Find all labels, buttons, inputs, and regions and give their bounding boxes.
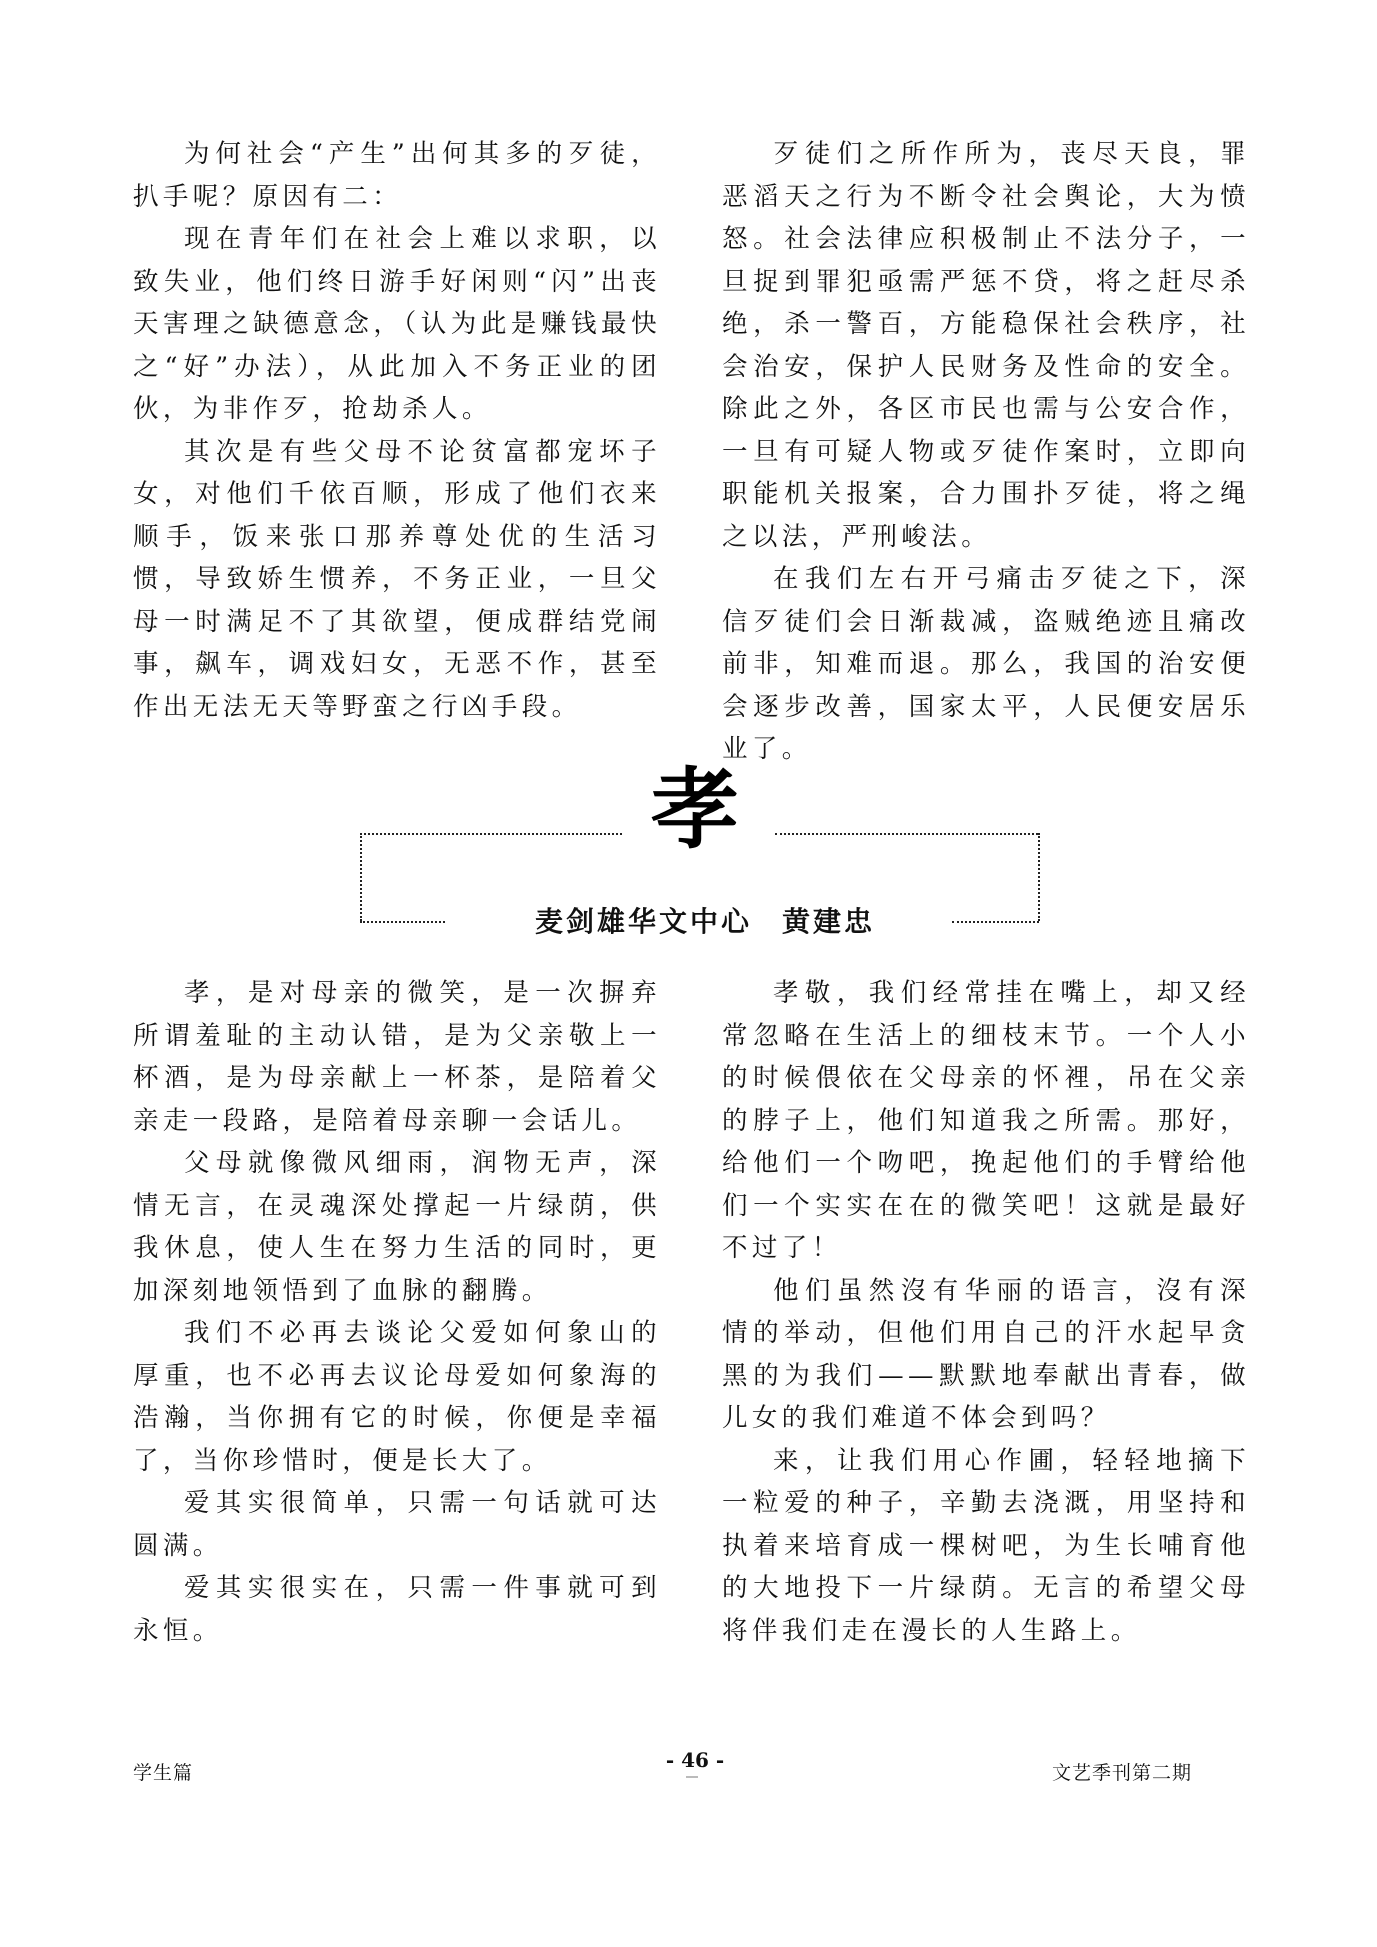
article2-left-column <box>133 972 661 1652</box>
paragraph: 爱其实很简单，只需一句话就可达圆满。 <box>133 1488 661 1561</box>
page-mark <box>686 1776 698 1778</box>
title-frame-left <box>360 833 362 921</box>
paragraph: 为何社会“产生”出何其多的歹徒，扒手呢？原因有二： <box>133 139 661 212</box>
paragraph: 现在青年们在社会上难以求职，以致失业，他们终日游手好闲则“闪”出丧天害理之缺德意念，（认为此是赚钱最快之“好”办法），从此加入不务正业的团伙，为非作歹，抢劫杀人。 <box>133 224 661 424</box>
paragraph: 歹徒们之所作所为，丧尽天良，罪恶滔天之行为不断令社会舆论，大为愤怒。社会法律应积极制止不法分子，一旦捉到罪犯亟需严惩不贷，将之赶尽杀绝，杀一警百，方能稳保社会秩序，社会治安，保护人民财务及性命的安全。除此之外，各区市民也需与公安合作，一旦有可疑人物或歹徒作案时，立即向职能机关报案，合力围扑歹徒，将之绳之以法，严刑峻法。 <box>722 139 1250 552</box>
paragraph: 来，让我们用心作圃，轻轻地摘下一粒爱的种子，辛勤去浇溉，用坚持和执着来培育成一棵树吧，为生长哺育他的大地投下一片绿荫。无言的希望父母将伴我们走在漫长的人生路上。 <box>722 1445 1250 1646</box>
paragraph: 我们不必再去谈论父爱如何象山的厚重，也不必再去议论母爱如何象海的浩瀚，当你拥有它的时候，你便是幸福了，当你珍惜时，便是长大了。 <box>133 1318 661 1476</box>
byline <box>470 900 940 940</box>
paragraph: 爱其实很实在，只需一件事就可到永恒。 <box>133 1573 661 1646</box>
title-frame-top-right <box>775 833 1038 835</box>
paragraph: 其次是有些父母不论贫富都宠坏子女，对他们千依百顺，形成了他们衣来顺手，饭来张口那养尊处优的生活习惯，导致娇生惯养，不务正业，一旦父母一时满足不了其欲望，便成群结党闹事，飙车，调戏妇女，无恶不作，甚至作出无法无天等野蛮之行凶手段。 <box>133 436 661 722</box>
title-frame-top-left <box>360 833 622 835</box>
article-title: 孝 <box>650 758 739 861</box>
author-organization: 麦剑雄华文中心 <box>534 905 752 938</box>
footer-publication: 文艺季刊第二期 <box>1052 1762 1193 1784</box>
paragraph: 在我们左右开弓痛击歹徒之下，深信歹徒们会日渐裁减，盗贼绝迹且痛改前非，知难而退。那么，我国的治安便会逐步改善，国家太平，人民便安居乐业了。 <box>722 564 1250 764</box>
article2-right-column <box>722 972 1250 1652</box>
article1-left-column <box>133 133 661 728</box>
article1-right-column <box>722 133 1250 771</box>
paragraph: 孝敬，我们经常挂在嘴上，却又经常忽略在生活上的细枝末节。一个人小的时候偎依在父母亲的怀裡，吊在父亲的脖子上，他们知道我之所需。那好，给他们一个吻吧，挽起他们的手臂给他们一个实实在在的微笑吧！这就是最好不过了！ <box>722 978 1250 1263</box>
paragraph: 父母就像微风细雨，润物无声，深情无言，在灵魂深处撑起一片绿荫，供我休息，使人生在努力生活的同时，更加深刻地领悟到了血脉的翻腾。 <box>133 1148 661 1306</box>
paragraph: 孝，是对母亲的微笑，是一次摒弃所谓羞耻的主动认错，是为父亲敬上一杯酒，是为母亲献上一杯茶，是陪着父亲走一段路，是陪着母亲聊一会话儿。 <box>133 978 661 1136</box>
title-frame-right <box>1038 833 1040 921</box>
author-name: 黄建忠 <box>782 905 876 938</box>
title-frame-bottom-left <box>360 921 445 923</box>
paragraph: 他们虽然沒有华丽的语言，沒有深情的举动，但他们用自己的汗水起早贪黑的为我们——默默地奉献出青春，做儿女的我们难道不体会到吗？ <box>722 1275 1250 1433</box>
footer-section-label: 学生篇 <box>133 1762 194 1784</box>
page-number: - 46 - <box>665 1748 725 1772</box>
title-frame-bottom-right <box>952 921 1039 923</box>
